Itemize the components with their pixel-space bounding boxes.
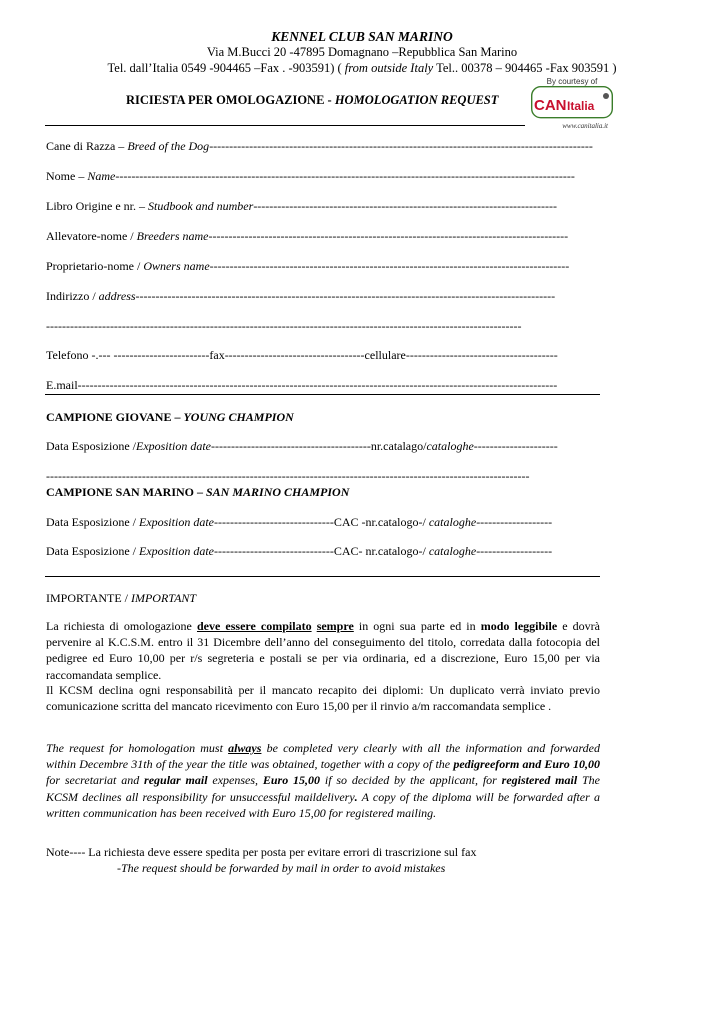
club-name: KENNEL CLUB SAN MARINO xyxy=(271,29,453,44)
young-catalog-line: --------------------- xyxy=(473,439,558,453)
sm-catalog-label-en-1: cataloghe xyxy=(428,515,477,529)
field-address-line: --------------------------------------------------------------------------------------------------------- xyxy=(135,289,556,303)
request-title xyxy=(126,93,498,108)
logo-courtesy: By courtesy of xyxy=(546,77,598,86)
young-date-label-en: Exposition date xyxy=(135,439,211,453)
para-it-emphasis-2: sempre xyxy=(316,619,354,633)
field-name-line: ------------------------------------------------------------------------------------------------------------------- xyxy=(115,169,575,183)
young-catalog-label-en: cataloghe xyxy=(426,439,474,453)
field-breed[interactable] xyxy=(46,139,593,154)
request-title-en: HOMOLOGATION REQUEST xyxy=(334,93,499,107)
header-rule xyxy=(45,125,525,126)
note-english: -The request should be forwarded by mail in order to avoid mistakes xyxy=(117,861,446,875)
para-en-text-1: The request for homologation must xyxy=(46,741,229,755)
para-en-emphasis-always: always xyxy=(228,741,262,755)
young-champion-date-row[interactable] xyxy=(46,439,558,454)
paragraph-italian xyxy=(46,618,600,683)
para-en-text-4: expenses, xyxy=(207,773,263,788)
section-separator-dashes: ------------------------------------------------------------------------------------------------------------------------- xyxy=(46,469,530,483)
para-it-emphasis-1: deve essere compilato xyxy=(196,619,312,633)
para-en-text-2: be completed very clearly with all the information and forwarded within Decembre 31th of the year the title was obtained, together with a copy of the xyxy=(46,741,600,772)
para-en-text-6: The KCSM declines all responsibility for unsuccessful maildelivery xyxy=(46,773,601,804)
important-label-en: IMPORTANT xyxy=(130,591,197,605)
canitalia-logo xyxy=(531,76,613,130)
field-breeder-label-en: Breeders name xyxy=(136,229,209,243)
field-owner-label-en: Owners name xyxy=(143,259,210,273)
para-it-text-1: La richiesta di omologazione xyxy=(46,619,197,633)
para-en-emphasis-registered-mail: registered mail xyxy=(501,773,578,788)
sm-champion-title-it: CAMPIONE SAN MARINO – xyxy=(46,485,206,499)
field-owner-line: ------------------------------------------------------------------------------------------ xyxy=(209,259,570,273)
young-champion-title xyxy=(46,410,294,425)
para-it-text-3: e dovrà pervenire al K.C.S.M. entro il 31 Dicembre dell’anno del conseguimento del titolo, corredata dalla fotocopia del pedigree ed Euro 10,00 per r/s segreteria e postali se per via ordinaria, ed a discrezione, Euro 15,00 per via raccomandata semplice. xyxy=(46,619,601,682)
field-name-label-en: Name xyxy=(87,169,116,183)
field-email[interactable]: E.mail------------------------------------------------------------------------------------------------------------------------ xyxy=(46,378,558,392)
sm-champion-title-en: SAN MARINO CHAMPION xyxy=(206,485,350,499)
request-title-it: RICIESTA PER OMOLOGAZIONE - xyxy=(126,93,335,107)
field-name-label: Nome – xyxy=(46,169,88,183)
para-it-emphasis-3: modo leggibile xyxy=(480,619,558,633)
phone-italy: Tel. dall’Italia 0549 -904465 –Fax . -903591) ( xyxy=(107,61,345,75)
club-phone xyxy=(0,61,724,76)
note-italian: Note---- La richiesta deve essere spedita per posta per evitare errori di trascrizione sul fax xyxy=(46,845,477,859)
sm-champion-title xyxy=(46,485,349,500)
rule-after-champion xyxy=(45,576,600,577)
phone-outside: Tel.. 00378 – 904465 -Fax 903591 ) xyxy=(433,61,617,75)
sm-champion-date-row-1[interactable] xyxy=(46,515,552,530)
sm-date-label-en-1: Exposition date xyxy=(138,515,214,529)
young-catalog-label: ----------------------------------------nr.catalago/ xyxy=(210,439,427,453)
paragraph-italian-disclaimer: Il KCSM declina ogni responsabilità per il mancato recapito dei diplomi: Un duplicato verrà inviato previo comunicazione scritta del mancato ricevimento con Euro 15,00 per il rinvio a/m raccomandata semplice . xyxy=(46,683,600,714)
sm-cac-label-1: ------------------------------CAC -nr.catalogo-/ xyxy=(213,515,429,529)
field-address-label-en: address xyxy=(98,289,136,303)
dog-icon xyxy=(603,93,609,99)
young-date-label: Data Esposizione / xyxy=(46,439,136,453)
field-name[interactable] xyxy=(46,169,575,184)
sm-date-label-en-2: Exposition date xyxy=(138,544,214,558)
logo-brand-italia: Italia xyxy=(567,99,595,113)
sm-champion-date-row-2[interactable] xyxy=(46,544,552,559)
sm-cac-label-2: ------------------------------CAC- nr.catalogo-/ xyxy=(213,544,429,558)
logo-url: www.canitalia.it xyxy=(562,122,608,130)
field-breeder-line: ------------------------------------------------------------------------------------------ xyxy=(208,229,569,243)
field-breed-line: ------------------------------------------------------------------------------------------------ xyxy=(209,139,593,153)
rule-after-email xyxy=(45,394,600,395)
field-breed-label: Cane di Razza – xyxy=(46,139,128,153)
field-address-label: Indirizzo / xyxy=(46,289,99,303)
para-en-text-3: for secretariat and xyxy=(46,773,145,788)
club-address: Via M.Bucci 20 -47895 Domagnano –Repubblica San Marino xyxy=(206,45,518,59)
para-en-emphasis-euro: Euro 15,00 xyxy=(262,773,321,788)
field-studbook-label: Libro Origine e nr. – xyxy=(46,199,148,213)
field-studbook-line: ---------------------------------------------------------------------------- xyxy=(253,199,558,213)
para-en-period: . xyxy=(354,789,358,804)
sm-catalog-line-1: ------------------- xyxy=(476,515,553,529)
field-breeder-label: Allevatore-nome / xyxy=(46,229,137,243)
field-breeder[interactable] xyxy=(46,229,568,244)
phone-outside-label: from outside Italy xyxy=(344,61,434,75)
para-en-emphasis-regular-mail: regular mail xyxy=(144,773,208,788)
field-owner[interactable] xyxy=(46,259,569,274)
field-studbook-label-en: Studbook and number xyxy=(147,199,254,213)
young-champion-title-en: YOUNG CHAMPION xyxy=(183,410,294,424)
para-en-text-5: if so decided by the applicant, for xyxy=(320,773,502,788)
para-en-emphasis-pedigree: pedigreeform and Euro 10,00 xyxy=(453,757,600,772)
field-studbook[interactable] xyxy=(46,199,557,214)
young-champion-title-it: CAMPIONE GIOVANE – xyxy=(46,410,184,424)
field-phone[interactable]: Telefono -.--- ------------------------fax-----------------------------------cellulare-------------------------------------- xyxy=(46,348,558,362)
field-breed-label-en: Breed of the Dog xyxy=(127,139,210,153)
paragraph-english xyxy=(46,740,600,821)
sm-date-label-1: Data Esposizione / xyxy=(46,515,139,529)
sm-catalog-label-en-2: cataloghe xyxy=(428,544,477,558)
field-owner-label: Proprietario-nome / xyxy=(46,259,144,273)
sm-date-label-2: Data Esposizione / xyxy=(46,544,139,558)
field-address[interactable] xyxy=(46,289,555,304)
important-label-it: IMPORTANTE / xyxy=(46,591,131,605)
para-it-text-2: in ogni sua parte ed in xyxy=(353,619,481,633)
sm-catalog-line-2: ------------------- xyxy=(476,544,553,558)
important-label xyxy=(46,591,196,606)
para-en-text-7: A copy of the diploma will be forwarded after a written communication has been received with Euro 15,00 for registered mailing. xyxy=(46,789,600,820)
field-address-continued[interactable]: ----------------------------------------------------------------------------------------------------------------------- xyxy=(46,319,522,333)
logo-brand-can: CAN xyxy=(534,97,567,114)
